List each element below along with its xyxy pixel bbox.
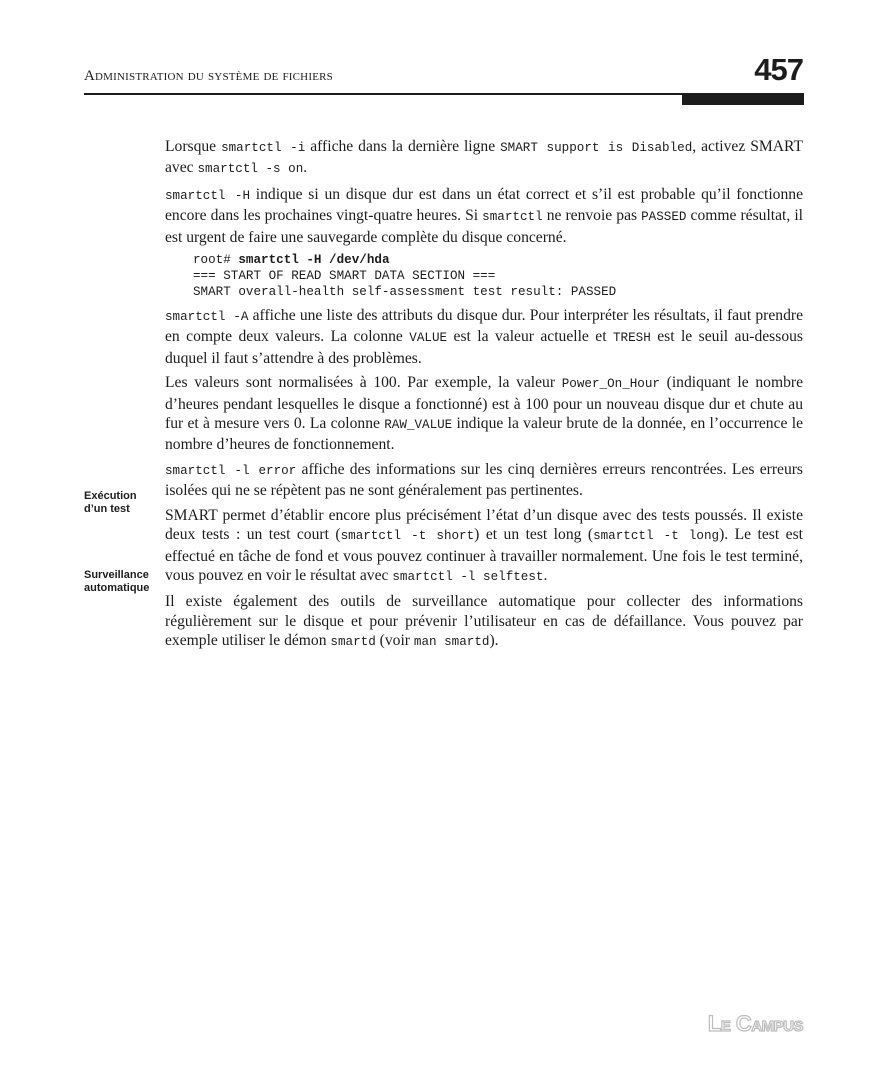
inline-code: smartd	[330, 635, 376, 650]
inline-code: Power_On_Hour	[561, 377, 660, 392]
paragraph-smartctl-h: smartctl -H indique si un disque dur est dans un état correct et s’il est probable qu’il fonctionne encore dans les prochaines vingt-quatre heures. Si smartctl ne renvoie pas PASSED comme résultat, il est urgent de faire une sauvegarde complète du disque concerné.	[165, 185, 803, 246]
inline-code: smartctl -l selftest	[392, 569, 544, 584]
shell-prompt: root#	[193, 253, 239, 268]
inline-code: smartctl -s on	[197, 162, 304, 177]
inline-code: TRESH	[612, 331, 651, 346]
publisher-logo: Le Campus	[707, 1011, 803, 1036]
code-block	[193, 252, 803, 300]
inline-code: SMART support is Disabled	[500, 141, 693, 155]
paragraph-smartctl-a: smartctl -A affiche une liste des attributs du disque dur. Pour interpréter les résultats, il faut prendre en compte deux valeurs. La colonne VALUE est la valeur actuelle et TRESH est le seuil au-dessous duquel il faut s’attendre à des problèmes.	[165, 307, 803, 367]
code-line: === START OF READ SMART DATA SECTION ===	[193, 269, 496, 284]
inline-code: smartctl	[482, 210, 543, 225]
header-bar	[682, 95, 804, 105]
inline-code: smartctl -A	[165, 310, 249, 325]
paragraph-smart-disabled: Lorsque smartctl -i affiche dans la dernière ligne SMART support is Disabled, activez SMART avec smartctl -s on.	[165, 138, 804, 177]
inline-code: smartctl -i	[221, 141, 306, 155]
main-text	[165, 137, 803, 658]
paragraph-surveillance: Il existe également des outils de surveillance automatique pour collecter des informations régulièrement sur le disque et pour prévenir l’utilisateur en cas de défaillance. Vous pouvez par exemple utiliser le démon smartd (voir man smartd).	[165, 593, 803, 650]
paragraph-tests: SMART permet d’établir encore plus précisément l’état d’un disque avec des tests poussés. Il existe deux tests : un test court (smartctl -t short) et un test long (smartctl -t long). Le test est effectué en tâche de fond et vous pouvez continuer à travailler normalement. Une fois le test terminé, vous pouvez en voir le résultat avec smartctl -l selftest.	[165, 506, 803, 584]
inline-code: VALUE	[409, 331, 448, 346]
inline-code: RAW_VALUE	[384, 418, 453, 433]
page-number: 457	[754, 52, 803, 87]
inline-code: smartctl -H	[165, 188, 250, 203]
inline-code: smartctl -t short	[340, 529, 475, 544]
paragraph-smartctl-l-error: smartctl -l error affiche des informations sur les cinq dernières erreurs rencontrées. Les erreurs isolées qui ne se répètent pas ne sont généralement pas pertinentes.	[165, 460, 804, 500]
inline-code: PASSED	[641, 210, 687, 225]
inline-code: smartctl -l error	[165, 463, 297, 478]
shell-command: smartctl -H /dev/hda	[238, 253, 390, 268]
paragraph-normalized-values: Les valeurs sont normalisées à 100. Par exemple, la valeur Power_On_Hour (indiquant le nombre d’heures pendant lesquelles le disque a fonctionné) est à 100 pour un nouveau disque dur et chute au fur et à mesure vers 0. La colonne RAW_VALUE indique la valeur brute de la donnée, en l’occurrence le nombre d’heures de fonctionnement.	[165, 374, 803, 454]
margin-note-execution-test: Exécution d’un test	[84, 490, 137, 515]
inline-code: man smartd	[413, 635, 490, 650]
inline-code: smartctl -t long	[593, 529, 720, 544]
code-line: SMART overall-health self-assessment test result: PASSED	[193, 285, 617, 300]
running-title: Administration du système de fichiers	[84, 68, 333, 84]
margin-note-surveillance: Surveillance automatique	[84, 569, 150, 594]
